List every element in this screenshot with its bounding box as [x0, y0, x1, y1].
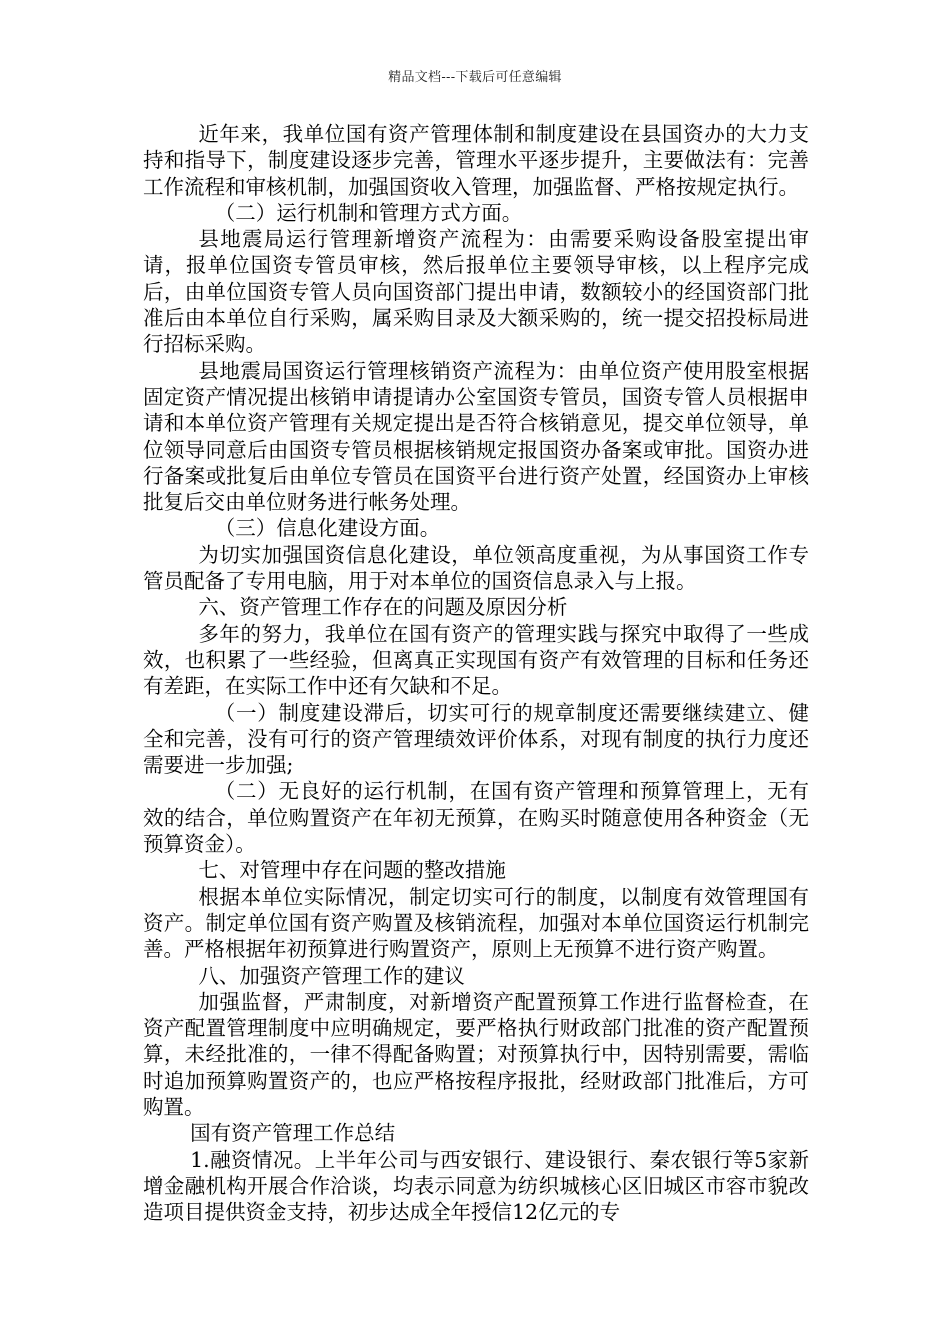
section-heading: 七、对管理中存在问题的整改措施 — [198, 858, 506, 883]
section-heading: 八、加强资产管理工作的建议 — [198, 963, 465, 988]
paragraph: 县地震局运行管理新增资产流程为：由需要采购设备股室提出审请，报单位国资专管员审核，然后报单位主要领导审核，以上程序完成后，由单位国资专管人员向国资部门提出申请，数额较小的经国资部门批准后由本单位自行采购，属采购目录及大额采购的，统一提交招投标局进行招标采购。 — [143, 227, 809, 357]
paragraph: 近年来，我单位国有资产管理体制和制度建设在县国资办的大力支持和指导下，制度建设逐步完善，管理水平逐步提升，主要做法有：完善工作流程和审核机制，加强国资收入管理，加强监督、严格按规定执行。 — [143, 122, 809, 199]
paragraph: 根据本单位实际情况，制定切实可行的制度，以制度有效管理国有资产。制定单位国有资产购置及核销流程，加强对本单位国资运行机制完善。严格根据年初预算进行购置资产，原则上无预算不进行资产购置。 — [143, 884, 809, 962]
section-heading: 国有资产管理工作总结 — [190, 1121, 396, 1146]
section-heading: 六、资产管理工作存在的问题及原因分析 — [198, 595, 568, 620]
paragraph: 为切实加强国资信息化建设，单位领高度重视，为从事国资工作专管员配备了专用电脑，用于对本单位的国资信息录入与上报。 — [143, 542, 809, 594]
section-heading: （三）信息化建设方面。 — [214, 516, 441, 541]
paragraph: （二）无良好的运行机制，在国有资产管理和预算管理上，无有效的结合，单位购置资产在年初无预算，在购买时随意使用各种资金（无预算资金）。 — [143, 779, 809, 857]
paragraph: 多年的努力，我单位在国有资产的管理实践与探究中取得了一些成效，也积累了一些经验，但离真正实现国有资产有效管理的目标和任务还有差距，在实际工作中还有欠缺和不足。 — [143, 621, 809, 699]
paragraph: （一）制度建设滞后，切实可行的规章制度还需要继续建立、健全和完善，没有可行的资产管理绩效评价体系，对现有制度的执行力度还需要进一步加强; — [143, 700, 809, 778]
section-heading: （二）运行机制和管理方式方面。 — [214, 200, 523, 225]
paragraph: 加强监督，严肃制度，对新增资产配置预算工作进行监督检查，在资产配置管理制度中应明确规定，要严格执行财政部门批准的资产配置预算，未经批准的，一律不得配备购置；对预算执行中，因特别需要，需临时追加预算购置资产的，也应严格按程序报批，经财政部门批准后，方可购置。 — [143, 989, 809, 1119]
page-header: 精品文档---下载后可任意编辑 — [388, 70, 562, 85]
document-body — [143, 121, 809, 1225]
paragraph: 县地震局国资运行管理核销资产流程为：由单位资产使用股室根据固定资产情况提出核销申请提请办公室国资专管员，国资专管人员根据申请和本单位资产管理有关规定提出是否符合核销意见，提交单位领导，单位领导同意后由国资专管员根据核销规定报国资办备案或审批。国资办进行备案或批复后由单位专管员在国资平台进行资产处置，经国资办上审核批复后交由单位财务进行帐务处理。 — [143, 358, 809, 515]
paragraph: 1.融资情况。上半年公司与西安银行、建设银行、秦农银行等5家新增金融机构开展合作洽谈，均表示同意为纺织城核心区旧城区市容市貌改造项目提供资金支持，初步达成全年授信12亿元的专 — [143, 1147, 809, 1225]
